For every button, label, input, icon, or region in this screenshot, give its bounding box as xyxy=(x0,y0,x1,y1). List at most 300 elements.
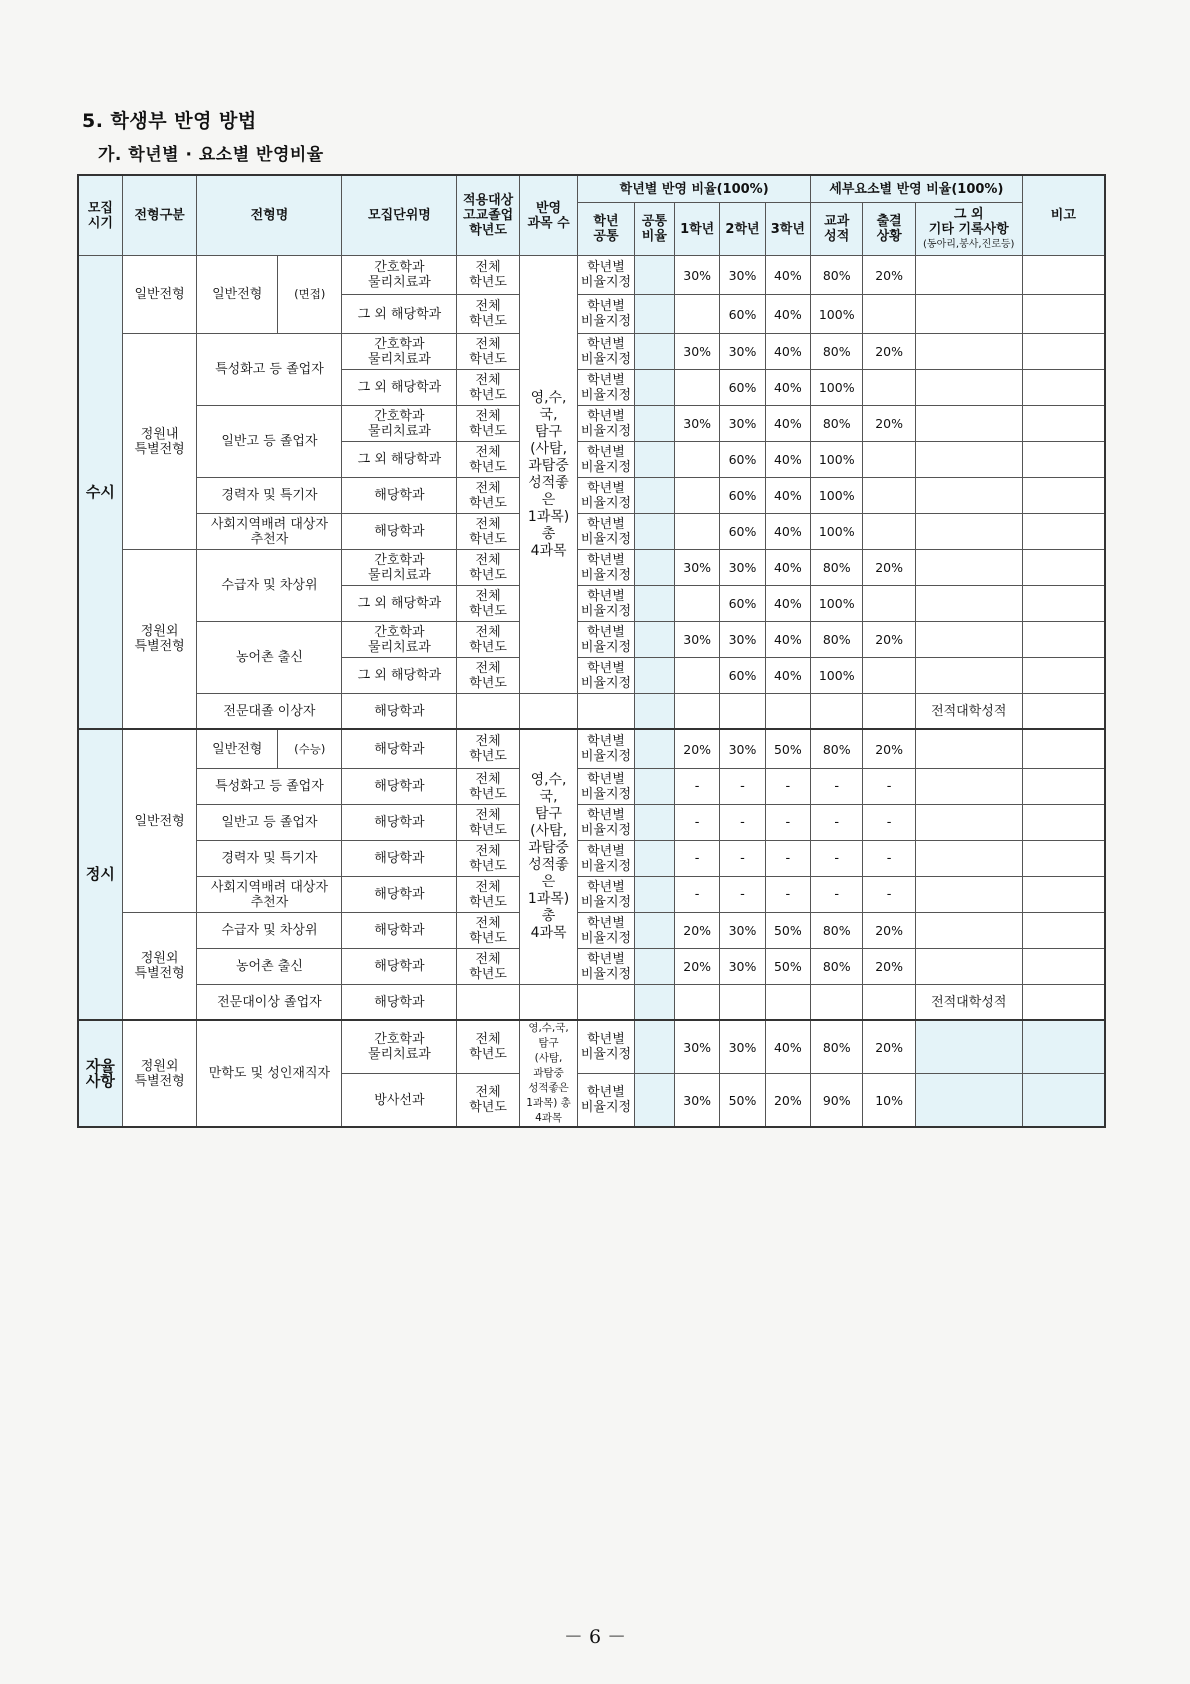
other-cell xyxy=(915,256,1022,295)
att-cell xyxy=(863,586,915,622)
type-cell: 일반전형 xyxy=(122,256,197,334)
g1-cell xyxy=(674,658,719,694)
g2-cell: 60% xyxy=(720,295,765,334)
subsection-heading: 가. 학년별 · 요소별 반영비율 xyxy=(98,145,324,165)
other-cell xyxy=(915,1020,1022,1074)
empty-cell xyxy=(634,586,674,622)
name-cell: 일반고 등 졸업자 xyxy=(197,406,342,478)
g2-cell: - xyxy=(720,877,765,913)
empty-cell xyxy=(634,256,674,295)
unit-cell: 해당학과 xyxy=(342,949,457,985)
g1-cell: - xyxy=(674,877,719,913)
note-cell xyxy=(1022,913,1105,949)
name-cell: 전문대졸 이상자 xyxy=(197,694,342,730)
target-cell: 전체 학년도 xyxy=(457,334,519,370)
unit-cell: 그 외 해당학과 xyxy=(342,586,457,622)
empty-cell xyxy=(634,729,674,769)
g2-cell: - xyxy=(720,841,765,877)
unit-cell: 그 외 해당학과 xyxy=(342,442,457,478)
target-cell xyxy=(457,985,519,1021)
note-cell xyxy=(1022,295,1105,334)
grade-cell: - xyxy=(811,769,863,805)
table-row xyxy=(78,729,1105,769)
unit-cell: 해당학과 xyxy=(342,514,457,550)
empty-cell xyxy=(634,913,674,949)
common-cell: 학년별 비율지정 xyxy=(578,295,634,334)
att-cell: - xyxy=(863,769,915,805)
target-cell: 전체 학년도 xyxy=(457,877,519,913)
g2-cell: 30% xyxy=(720,949,765,985)
g3-cell: 40% xyxy=(765,406,810,442)
period-jeongsi: 정시 xyxy=(78,729,122,1020)
empty-cell xyxy=(634,877,674,913)
subjects-cell: 영,수,국, 탐구 (사탐, 과탐중 성적좋 은 1과목) 총 4과목 xyxy=(519,729,577,985)
grade-cell: 80% xyxy=(811,729,863,769)
g1-cell: - xyxy=(674,769,719,805)
header-common: 학년 공통 xyxy=(578,203,634,256)
target-cell: 전체 학년도 xyxy=(457,295,519,334)
other-cell xyxy=(915,1074,1022,1128)
header-period: 모집 시기 xyxy=(78,175,122,256)
grade-cell: 80% xyxy=(811,550,863,586)
note-cell xyxy=(1022,877,1105,913)
g3-cell: 40% xyxy=(765,586,810,622)
grade-cell xyxy=(811,694,863,730)
g1-cell: - xyxy=(674,841,719,877)
empty-cell xyxy=(634,442,674,478)
common-cell: 학년별 비율지정 xyxy=(578,769,634,805)
unit-cell: 간호학과 물리치료과 xyxy=(342,622,457,658)
target-cell: 전체 학년도 xyxy=(457,913,519,949)
common-cell: 학년별 비율지정 xyxy=(578,406,634,442)
common-cell: 학년별 비율지정 xyxy=(578,729,634,769)
grade-cell: 100% xyxy=(811,442,863,478)
common-cell xyxy=(578,985,634,1021)
note-cell xyxy=(1022,442,1105,478)
other-cell xyxy=(915,586,1022,622)
note-cell xyxy=(1022,406,1105,442)
att-cell: 20% xyxy=(863,913,915,949)
g2-cell: 60% xyxy=(720,514,765,550)
name-cell: 일반전형 xyxy=(197,256,278,334)
target-cell: 전체 학년도 xyxy=(457,622,519,658)
type-cell: 정원외 특별전형 xyxy=(122,913,197,1021)
att-cell: 20% xyxy=(863,256,915,295)
header-common-ratio: 공통 비율 xyxy=(634,203,674,256)
empty-cell xyxy=(634,805,674,841)
g2-cell: 30% xyxy=(720,729,765,769)
note-cell xyxy=(1022,694,1105,730)
g1-cell xyxy=(674,586,719,622)
att-cell xyxy=(863,985,915,1021)
subjects-cell: 영,수,국, 탐구 (사탐, 과탐중 성적좋 은 1과목) 총 4과목 xyxy=(519,256,577,694)
common-cell: 학년별 비율지정 xyxy=(578,478,634,514)
note-cell xyxy=(1022,1074,1105,1128)
att-cell: - xyxy=(863,805,915,841)
empty-cell xyxy=(634,1074,674,1128)
target-cell: 전체 학년도 xyxy=(457,658,519,694)
header-other xyxy=(915,203,1022,256)
common-cell: 학년별 비율지정 xyxy=(578,841,634,877)
grade-cell: 100% xyxy=(811,586,863,622)
grade-cell: 80% xyxy=(811,334,863,370)
common-cell: 학년별 비율지정 xyxy=(578,805,634,841)
note-cell xyxy=(1022,334,1105,370)
target-cell: 전체 학년도 xyxy=(457,256,519,295)
g2-cell: 30% xyxy=(720,550,765,586)
note-cell xyxy=(1022,658,1105,694)
grade-cell: 80% xyxy=(811,949,863,985)
note-cell xyxy=(1022,586,1105,622)
g2-cell: 60% xyxy=(720,658,765,694)
empty-cell xyxy=(634,769,674,805)
period-jayul: 자율 사항 xyxy=(78,1020,122,1127)
g3-cell: 40% xyxy=(765,1020,810,1074)
g2-cell: 30% xyxy=(720,256,765,295)
g3-cell: 40% xyxy=(765,478,810,514)
type-cell: 정원외 특별전형 xyxy=(122,1020,197,1127)
grade-cell: 100% xyxy=(811,514,863,550)
g3-cell: 40% xyxy=(765,658,810,694)
g2-cell xyxy=(720,985,765,1021)
att-cell: 20% xyxy=(863,334,915,370)
other-cell xyxy=(915,550,1022,586)
g2-cell: 30% xyxy=(720,622,765,658)
target-cell: 전체 학년도 xyxy=(457,949,519,985)
g1-cell: - xyxy=(674,805,719,841)
subjects-cell xyxy=(519,985,577,1021)
unit-cell: 해당학과 xyxy=(342,694,457,730)
note-cell xyxy=(1022,550,1105,586)
g2-cell: 50% xyxy=(720,1074,765,1128)
interview-cell: (면접) xyxy=(278,256,342,334)
grade-cell: 100% xyxy=(811,295,863,334)
g2-cell: - xyxy=(720,805,765,841)
g2-cell: 60% xyxy=(720,370,765,406)
empty-cell xyxy=(634,1020,674,1074)
empty-cell xyxy=(634,478,674,514)
g3-cell: 40% xyxy=(765,334,810,370)
common-cell: 학년별 비율지정 xyxy=(578,442,634,478)
unit-cell: 간호학과 물리치료과 xyxy=(342,550,457,586)
g3-cell: 40% xyxy=(765,256,810,295)
g2-cell: 60% xyxy=(720,442,765,478)
att-cell xyxy=(863,694,915,730)
page-number: － 6 － xyxy=(563,1626,627,1648)
other-cell: 전적대학성적 xyxy=(915,985,1022,1021)
att-cell: 20% xyxy=(863,550,915,586)
common-cell: 학년별 비율지정 xyxy=(578,514,634,550)
empty-cell xyxy=(634,694,674,730)
g1-cell xyxy=(674,478,719,514)
unit-cell: 해당학과 xyxy=(342,841,457,877)
name-cell: 일반고 등 졸업자 xyxy=(197,805,342,841)
table-row xyxy=(78,622,1105,658)
header-subjects: 반영 과목 수 xyxy=(519,175,577,256)
target-cell: 전체 학년도 xyxy=(457,550,519,586)
name-cell: 경력자 및 특기자 xyxy=(197,478,342,514)
unit-cell: 간호학과 물리치료과 xyxy=(342,1020,457,1074)
table-row xyxy=(78,805,1105,841)
common-cell xyxy=(578,694,634,730)
empty-cell xyxy=(634,985,674,1021)
note-cell xyxy=(1022,805,1105,841)
g2-cell xyxy=(720,694,765,730)
g3-cell xyxy=(765,985,810,1021)
target-cell: 전체 학년도 xyxy=(457,514,519,550)
other-cell xyxy=(915,478,1022,514)
g3-cell: - xyxy=(765,877,810,913)
att-cell: - xyxy=(863,841,915,877)
att-cell: - xyxy=(863,877,915,913)
g1-cell xyxy=(674,370,719,406)
grade-cell: 90% xyxy=(811,1074,863,1128)
target-cell: 전체 학년도 xyxy=(457,370,519,406)
grade-cell: 100% xyxy=(811,658,863,694)
att-cell: 10% xyxy=(863,1074,915,1128)
grade-cell xyxy=(811,985,863,1021)
target-cell: 전체 학년도 xyxy=(457,406,519,442)
g1-cell: 30% xyxy=(674,1020,719,1074)
table-row xyxy=(78,913,1105,949)
common-cell: 학년별 비율지정 xyxy=(578,913,634,949)
g2-cell: - xyxy=(720,769,765,805)
note-cell xyxy=(1022,1020,1105,1074)
table-row xyxy=(78,256,1105,295)
grade-cell: 80% xyxy=(811,1020,863,1074)
g1-cell: 30% xyxy=(674,622,719,658)
name-cell: 특성화고 등 졸업자 xyxy=(197,769,342,805)
other-cell xyxy=(915,442,1022,478)
g3-cell: 40% xyxy=(765,550,810,586)
target-cell: 전체 학년도 xyxy=(457,442,519,478)
header-target: 적용대상 고교졸업 학년도 xyxy=(457,175,519,256)
name-cell: 사회지역배려 대상자 추천자 xyxy=(197,514,342,550)
header-g2: 2학년 xyxy=(720,203,765,256)
att-cell xyxy=(863,442,915,478)
grade-cell: - xyxy=(811,841,863,877)
table-row xyxy=(78,769,1105,805)
g1-cell xyxy=(674,442,719,478)
other-cell xyxy=(915,841,1022,877)
section-heading: 5. 학생부 반영 방법 xyxy=(82,110,257,132)
table-row xyxy=(78,514,1105,550)
g1-cell xyxy=(674,694,719,730)
common-cell: 학년별 비율지정 xyxy=(578,334,634,370)
other-cell xyxy=(915,877,1022,913)
g3-cell: 40% xyxy=(765,442,810,478)
att-cell xyxy=(863,658,915,694)
other-cell: 전적대학성적 xyxy=(915,694,1022,730)
note-cell xyxy=(1022,949,1105,985)
unit-cell: 해당학과 xyxy=(342,913,457,949)
type-cell: 정원외 특별전형 xyxy=(122,550,197,730)
header-name: 전형명 xyxy=(197,175,342,256)
type-cell: 일반전형 xyxy=(122,729,197,913)
grade-cell: 80% xyxy=(811,406,863,442)
g3-cell: 40% xyxy=(765,514,810,550)
header-other-label: 그 외 기타 기록사항 xyxy=(928,206,1009,237)
g1-cell xyxy=(674,514,719,550)
name-cell: 경력자 및 특기자 xyxy=(197,841,342,877)
g2-cell: 30% xyxy=(720,334,765,370)
target-cell: 전체 학년도 xyxy=(457,841,519,877)
unit-cell: 해당학과 xyxy=(342,478,457,514)
empty-cell xyxy=(634,949,674,985)
name-cell: 전문대이상 졸업자 xyxy=(197,985,342,1021)
reflection-ratio-table xyxy=(77,174,1106,1128)
table-row xyxy=(78,694,1105,730)
g1-cell: 30% xyxy=(674,334,719,370)
note-cell xyxy=(1022,841,1105,877)
g2-cell: 30% xyxy=(720,406,765,442)
g3-cell: 40% xyxy=(765,622,810,658)
other-cell xyxy=(915,805,1022,841)
g1-cell xyxy=(674,295,719,334)
name-cell: 일반전형 xyxy=(197,729,278,769)
other-cell xyxy=(915,295,1022,334)
empty-cell xyxy=(634,334,674,370)
note-cell xyxy=(1022,622,1105,658)
header-grade-group: 학년별 반영 비율(100%) xyxy=(578,175,811,203)
note-cell xyxy=(1022,370,1105,406)
empty-cell xyxy=(634,550,674,586)
empty-cell xyxy=(634,370,674,406)
period-susi: 수시 xyxy=(78,256,122,730)
other-cell xyxy=(915,769,1022,805)
empty-cell xyxy=(634,841,674,877)
att-cell: 20% xyxy=(863,406,915,442)
g1-cell: 30% xyxy=(674,406,719,442)
other-cell xyxy=(915,514,1022,550)
g1-cell xyxy=(674,985,719,1021)
unit-cell: 그 외 해당학과 xyxy=(342,658,457,694)
target-cell: 전체 학년도 xyxy=(457,805,519,841)
note-cell xyxy=(1022,769,1105,805)
name-cell: 만학도 및 성인재직자 xyxy=(197,1020,342,1127)
grade-cell: 80% xyxy=(811,256,863,295)
g1-cell: 30% xyxy=(674,256,719,295)
unit-cell: 방사선과 xyxy=(342,1074,457,1128)
common-cell: 학년별 비율지정 xyxy=(578,658,634,694)
other-cell xyxy=(915,729,1022,769)
grade-cell: - xyxy=(811,877,863,913)
att-cell xyxy=(863,514,915,550)
header-unit: 모집단위명 xyxy=(342,175,457,256)
name-cell: 수급자 및 차상위 xyxy=(197,913,342,949)
unit-cell: 간호학과 물리치료과 xyxy=(342,256,457,295)
header-type: 전형구분 xyxy=(122,175,197,256)
g3-cell: 40% xyxy=(765,370,810,406)
grade-cell: - xyxy=(811,805,863,841)
other-cell xyxy=(915,949,1022,985)
empty-cell xyxy=(634,514,674,550)
target-cell: 전체 학년도 xyxy=(457,586,519,622)
name-cell: 특성화고 등 졸업자 xyxy=(197,334,342,406)
att-cell xyxy=(863,478,915,514)
table-row xyxy=(78,841,1105,877)
g3-cell: - xyxy=(765,805,810,841)
common-cell: 학년별 비율지정 xyxy=(578,1074,634,1128)
name-cell: 농어촌 출신 xyxy=(197,949,342,985)
empty-cell xyxy=(634,658,674,694)
g3-cell: 50% xyxy=(765,729,810,769)
g2-cell: 60% xyxy=(720,478,765,514)
target-cell: 전체 학년도 xyxy=(457,1074,519,1128)
common-cell: 학년별 비율지정 xyxy=(578,1020,634,1074)
g1-cell: 30% xyxy=(674,550,719,586)
g3-cell: 50% xyxy=(765,949,810,985)
header-attendance: 출결 상황 xyxy=(863,203,915,256)
g3-cell: 20% xyxy=(765,1074,810,1128)
header-g1: 1학년 xyxy=(674,203,719,256)
target-cell: 전체 학년도 xyxy=(457,1020,519,1074)
grade-cell: 80% xyxy=(811,622,863,658)
target-cell: 전체 학년도 xyxy=(457,769,519,805)
subjects-cell xyxy=(519,694,577,730)
target-cell xyxy=(457,694,519,730)
note-cell xyxy=(1022,256,1105,295)
empty-cell xyxy=(634,622,674,658)
table-row xyxy=(78,949,1105,985)
att-cell xyxy=(863,370,915,406)
common-cell: 학년별 비율지정 xyxy=(578,256,634,295)
g2-cell: 30% xyxy=(720,913,765,949)
g1-cell: 20% xyxy=(674,729,719,769)
target-cell: 전체 학년도 xyxy=(457,478,519,514)
g3-cell: 40% xyxy=(765,295,810,334)
header-g3: 3학년 xyxy=(765,203,810,256)
g2-cell: 60% xyxy=(720,586,765,622)
name-cell: 농어촌 출신 xyxy=(197,622,342,694)
unit-cell: 해당학과 xyxy=(342,985,457,1021)
unit-cell: 해당학과 xyxy=(342,805,457,841)
target-cell: 전체 학년도 xyxy=(457,729,519,769)
table-row xyxy=(78,985,1105,1021)
other-cell xyxy=(915,913,1022,949)
empty-cell xyxy=(634,295,674,334)
note-cell xyxy=(1022,729,1105,769)
header-element-group: 세부요소별 반영 비율(100%) xyxy=(811,175,1023,203)
table-row xyxy=(78,877,1105,913)
unit-cell: 간호학과 물리치료과 xyxy=(342,334,457,370)
note-cell xyxy=(1022,514,1105,550)
common-cell: 학년별 비율지정 xyxy=(578,877,634,913)
type-cell: 정원내 특별전형 xyxy=(122,334,197,550)
note-cell xyxy=(1022,985,1105,1021)
g3-cell xyxy=(765,694,810,730)
g3-cell: - xyxy=(765,769,810,805)
g3-cell: - xyxy=(765,841,810,877)
other-cell xyxy=(915,334,1022,370)
unit-cell: 해당학과 xyxy=(342,877,457,913)
att-cell xyxy=(863,295,915,334)
unit-cell: 그 외 해당학과 xyxy=(342,370,457,406)
grade-cell: 80% xyxy=(811,913,863,949)
att-cell: 20% xyxy=(863,729,915,769)
header-other-sub: (동아리,봉사,진로등) xyxy=(923,238,1015,250)
table-row xyxy=(78,406,1105,442)
header-grades: 교과 성적 xyxy=(811,203,863,256)
table-row xyxy=(78,478,1105,514)
name-cell: 수급자 및 차상위 xyxy=(197,550,342,622)
header-note: 비고 xyxy=(1022,175,1105,256)
other-cell xyxy=(915,622,1022,658)
unit-cell: 해당학과 xyxy=(342,729,457,769)
table-row xyxy=(78,1020,1105,1074)
name-cell: 사회지역배려 대상자 추천자 xyxy=(197,877,342,913)
common-cell: 학년별 비율지정 xyxy=(578,550,634,586)
